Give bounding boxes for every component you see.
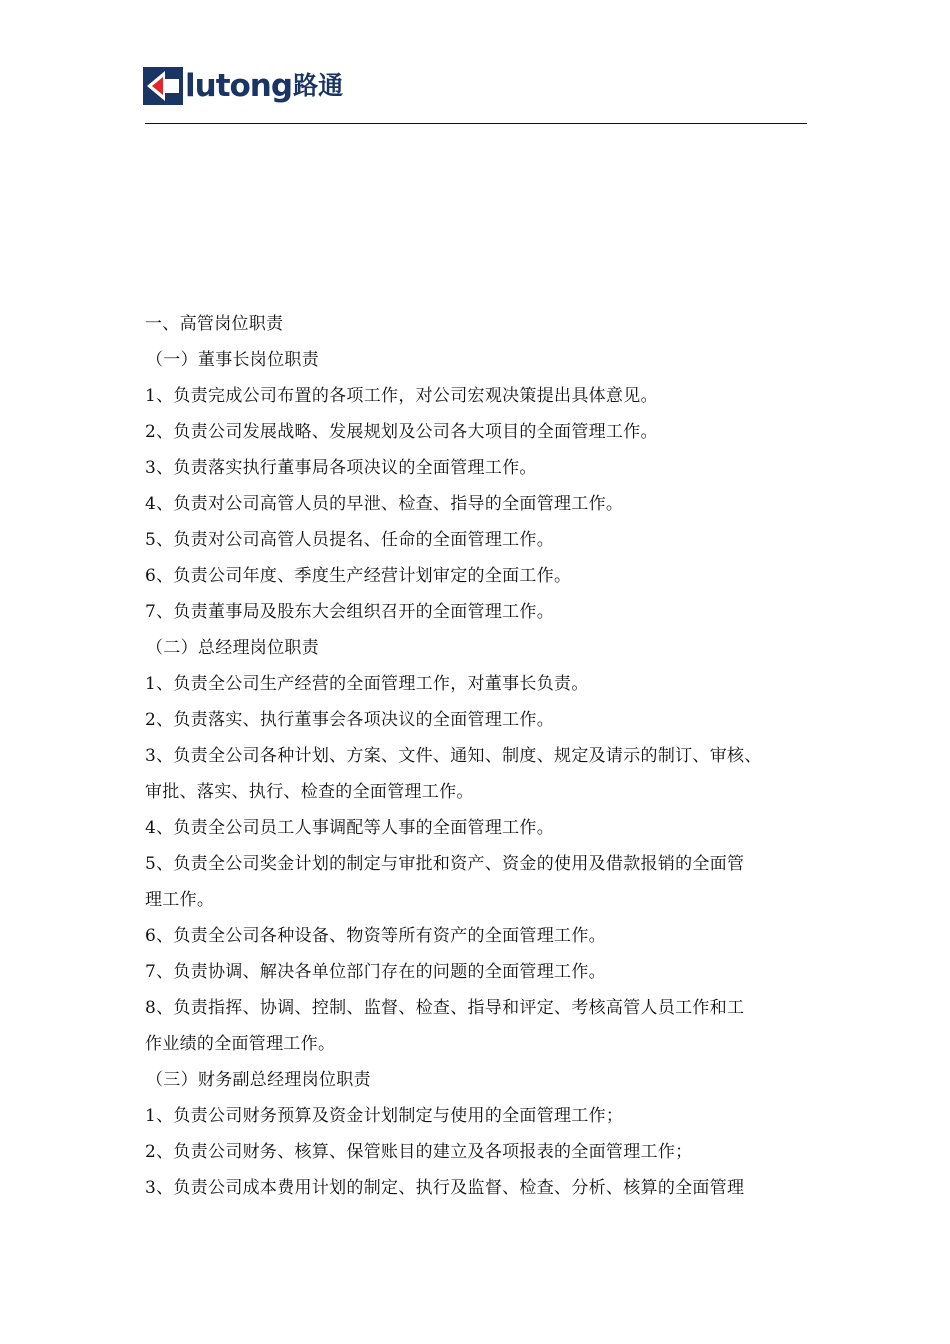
list-item: 4、负责对公司高管人员的早泄、检查、指导的全面管理工作。 [145,494,624,514]
subsection-heading: （一）董事长岗位职责 [146,350,319,370]
list-item: 3、负责全公司各种计划、方案、文件、通知、制度、规定及请示的制订、审核、 [145,746,762,766]
list-item: 1、负责完成公司布置的各项工作，对公司宏观决策提出具体意见。 [145,386,658,406]
list-item: 6、负责公司年度、季度生产经营计划审定的全面工作。 [145,566,572,586]
subsection-heading: （三）财务副总经理岗位职责 [146,1070,371,1090]
list-item: 1、负责公司财务预算及资金计划制定与使用的全面管理工作； [145,1106,624,1126]
document-body [145,306,821,1206]
header-divider [145,123,807,124]
logo-wordmark-cn: 路通 [293,71,344,100]
list-item-continuation: 作业绩的全面管理工作。 [145,1034,336,1054]
list-item: 8、负责指挥、协调、控制、监督、检查、指导和评定、考核高管人员工作和工 [145,998,745,1018]
list-item: 5、负责对公司高管人员提名、任命的全面管理工作。 [145,530,555,550]
list-item: 2、负责公司发展战略、发展规划及公司各大项目的全面管理工作。 [145,422,658,442]
list-item: 7、负责董事局及股东大会组织召开的全面管理工作。 [145,602,555,622]
list-item: 3、负责落实执行董事局各项决议的全面管理工作。 [145,458,537,478]
list-item: 1、负责全公司生产经营的全面管理工作，对董事长负责。 [145,674,589,694]
list-item-continuation: 理工作。 [145,890,215,910]
list-item: 2、负责落实、执行董事会各项决议的全面管理工作。 [145,710,555,730]
subsection-heading: （二）总经理岗位职责 [146,638,319,658]
company-logo [143,66,343,106]
list-item: 5、负责全公司奖金计划的制定与审批和资产、资金的使用及借款报销的全面管 [145,854,745,874]
section-heading: 一、高管岗位职责 [145,314,284,334]
list-item: 7、负责协调、解决各单位部门存在的问题的全面管理工作。 [145,962,606,982]
logo-wordmark: lutong [185,68,293,104]
list-item: 6、负责全公司各种设备、物资等所有资产的全面管理工作。 [145,926,606,946]
lutong-logo-icon [143,67,183,105]
list-item: 4、负责全公司员工人事调配等人事的全面管理工作。 [145,818,555,838]
list-item: 3、负责公司成本费用计划的制定、执行及监督、检查、分析、核算的全面管理 [145,1178,745,1198]
list-item-continuation: 审批、落实、执行、检查的全面管理工作。 [145,782,474,802]
list-item: 2、负责公司财务、核算、保管账目的建立及各项报表的全面管理工作； [145,1142,693,1162]
